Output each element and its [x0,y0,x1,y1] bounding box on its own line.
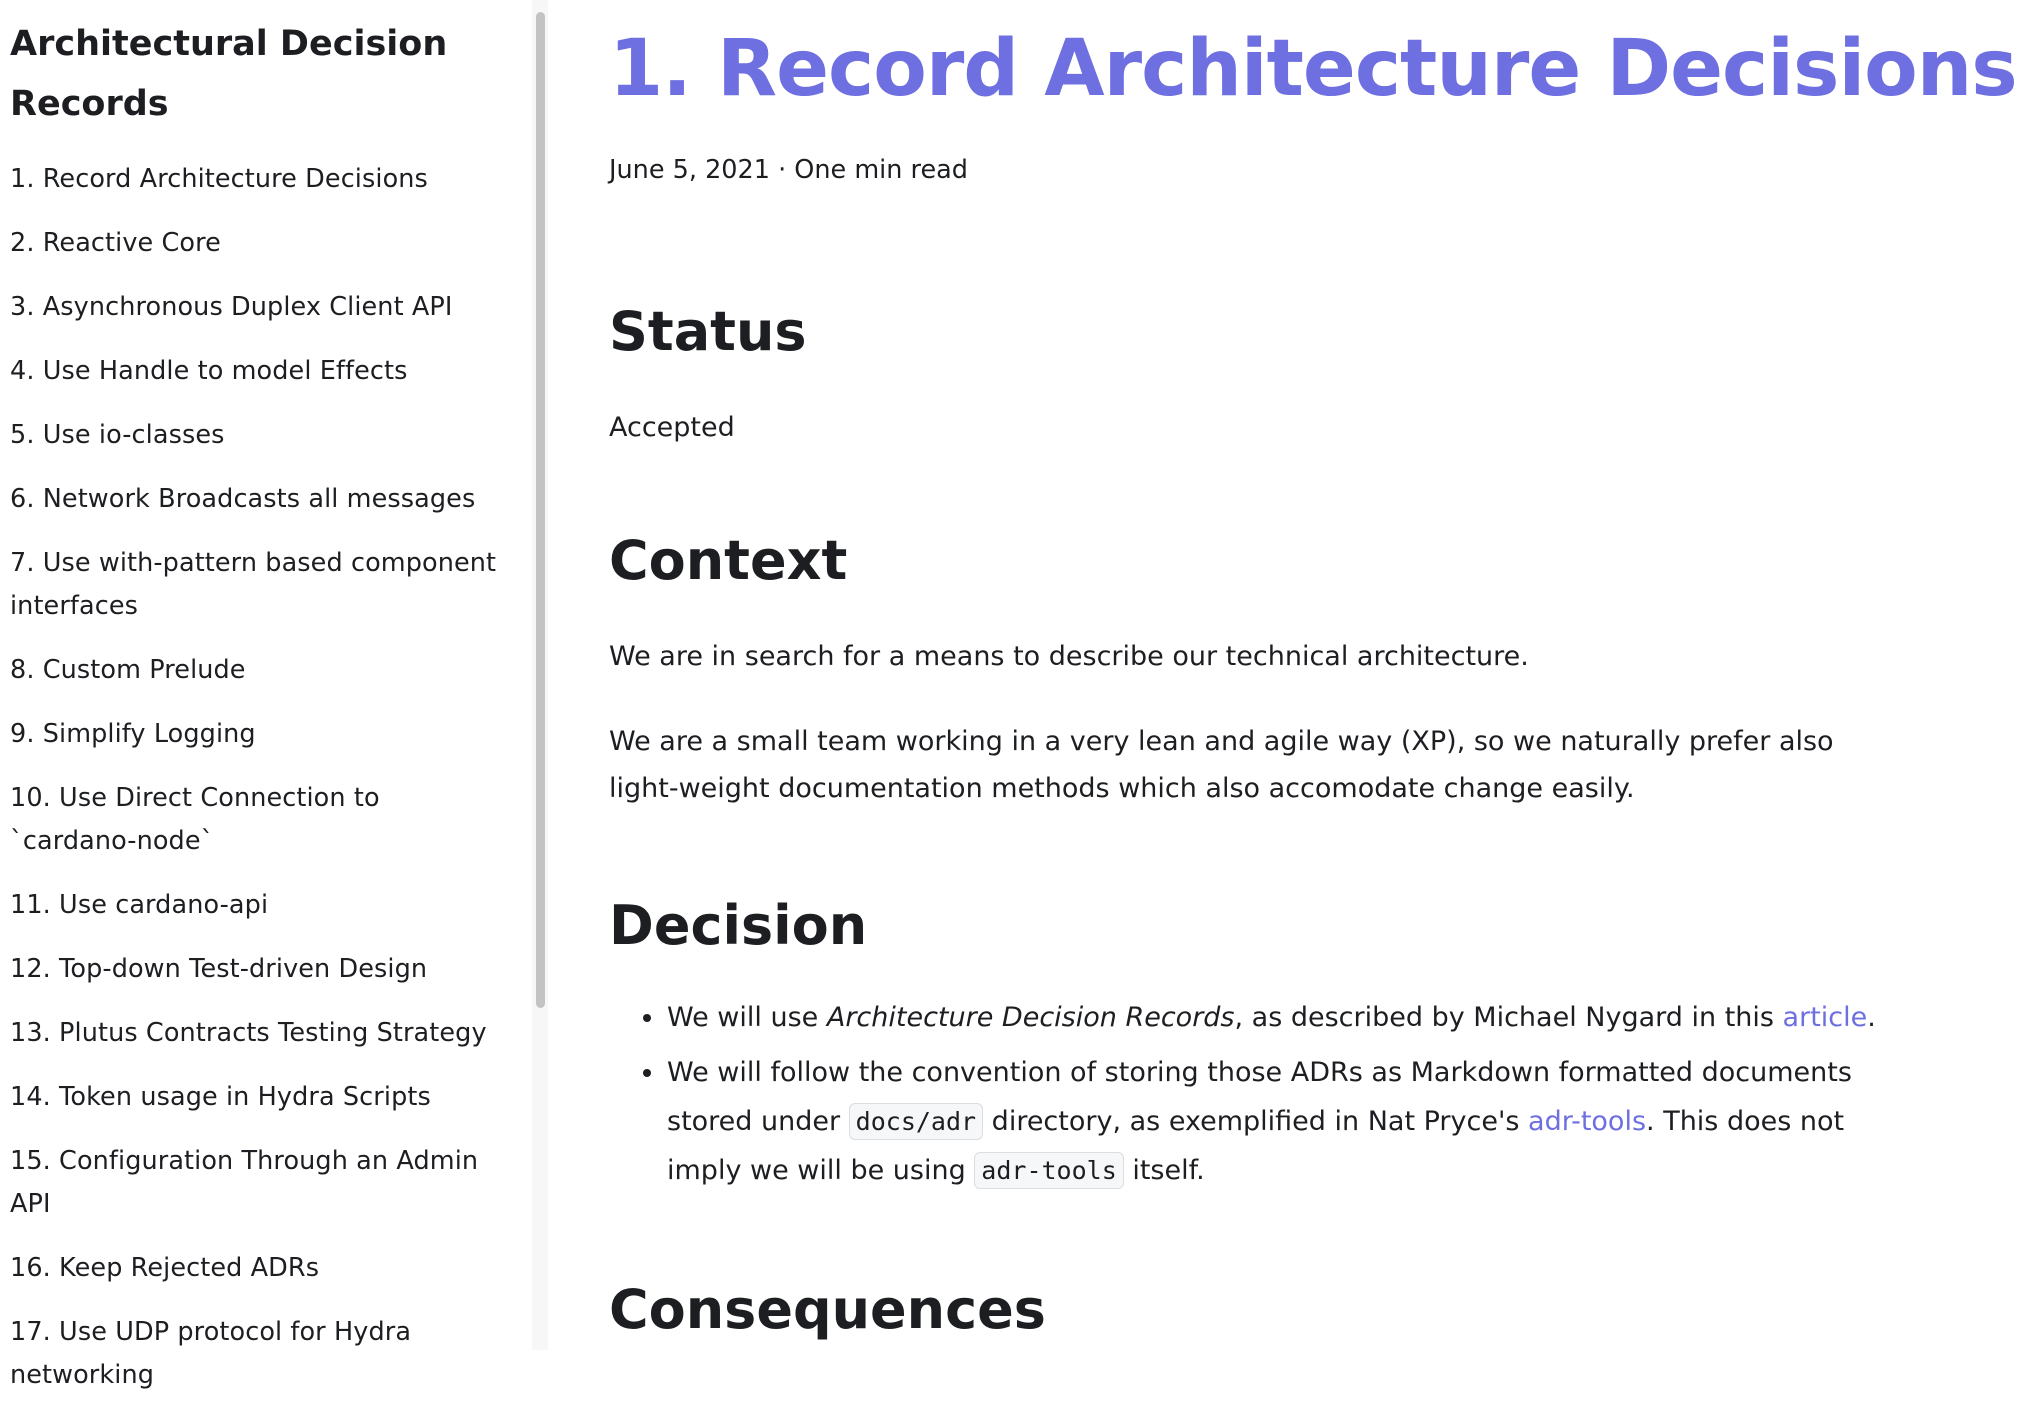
adr-tools-link[interactable]: adr-tools [1528,1106,1647,1137]
status-text: Accepted [609,412,735,443]
status-heading: Status [609,300,807,363]
sidebar-item-plutus-contracts-testing-strategy[interactable]: 13. Plutus Contracts Testing Strategy [10,1018,487,1048]
meta-separator: · [769,155,795,185]
article [609,0,2017,1350]
sidebar [0,0,548,1390]
context-paragraph-1: We are in search for a means to describe our technical architecture. [609,641,1529,672]
page-title: 1. Record Architecture Decisions [609,24,2017,114]
bullet-2-pre: We will follow the convention of storing those ADRs as Markdown formatted documents stored under [667,1057,1852,1137]
sidebar-item-use-cardano-api[interactable]: 11. Use cardano-api [10,890,269,920]
sidebar-item-use-with-pattern[interactable]: 7. Use with-pattern based component interfaces [10,548,497,621]
decision-list [609,993,1909,1201]
bullet-1-mid: , as described by Michael Nygard in this [1234,1002,1783,1033]
consequences-heading: Consequences [609,1278,1046,1341]
sidebar-item-keep-rejected-adrs[interactable]: 16. Keep Rejected ADRs [10,1253,320,1283]
sidebar-item-record-architecture-decisions[interactable]: 1. Record Architecture Decisions [10,164,428,194]
sidebar-item-use-handle-to-model-effects[interactable]: 4. Use Handle to model Effects [10,356,408,386]
sidebar-item-use-io-classes[interactable]: 5. Use io-classes [10,420,225,450]
sidebar-item-network-broadcasts-all-messages[interactable]: 6. Network Broadcasts all messages [10,484,476,514]
article-link[interactable]: article [1782,1002,1868,1033]
bullet-1-post: . [1867,1002,1876,1033]
decision-bullet-1 [609,993,1909,1042]
sidebar-item-direct-connection-cardano-node[interactable]: 10. Use Direct Connection to `cardano-node` [10,783,380,856]
decision-bullet-2 [609,1048,1909,1195]
bullet-2-post: itself. [1123,1155,1205,1186]
bullet-2-mid2: . This does not imply we will be using [667,1106,1845,1186]
sidebar-item-asynchronous-duplex-client-api[interactable]: 3. Asynchronous Duplex Client API [10,292,453,322]
context-paragraph-2: We are a small team working in a very lean and agile way (XP), so we naturally prefer also light-weight documentation methods which also accomodate change easily. [609,726,1834,804]
sidebar-item-configuration-through-admin-api[interactable]: 15. Configuration Through an Admin API [10,1146,479,1219]
context-heading: Context [609,529,848,592]
sidebar-item-reactive-core[interactable]: 2. Reactive Core [10,228,221,258]
article-meta [609,150,968,190]
bullet-1-pre: We will use [667,1002,827,1033]
bullet-2-mid: directory, as exemplified in Nat Pryce's [983,1106,1529,1137]
read-time: One min read [794,155,968,185]
sidebar-item-simplify-logging[interactable]: 9. Simplify Logging [10,719,256,749]
sidebar-item-use-udp-protocol[interactable]: 17. Use UDP protocol for Hydra networking [10,1317,412,1390]
sidebar-list [10,158,510,1418]
article-date: June 5, 2021 [609,155,770,185]
code-docs-adr: docs/adr [849,1103,983,1140]
bullet-1-emphasis: Architecture Decision Records [826,1002,1235,1033]
code-adr-tools: adr-tools [974,1152,1123,1189]
sidebar-title: Architectural Decision Records [10,24,448,124]
decision-heading: Decision [609,894,868,957]
sidebar-scrollbar-thumb[interactable] [536,12,545,1008]
sidebar-item-token-usage-in-hydra-scripts[interactable]: 14. Token usage in Hydra Scripts [10,1082,431,1112]
sidebar-item-custom-prelude[interactable]: 8. Custom Prelude [10,655,246,685]
sidebar-item-top-down-test-driven-design[interactable]: 12. Top-down Test-driven Design [10,954,428,984]
